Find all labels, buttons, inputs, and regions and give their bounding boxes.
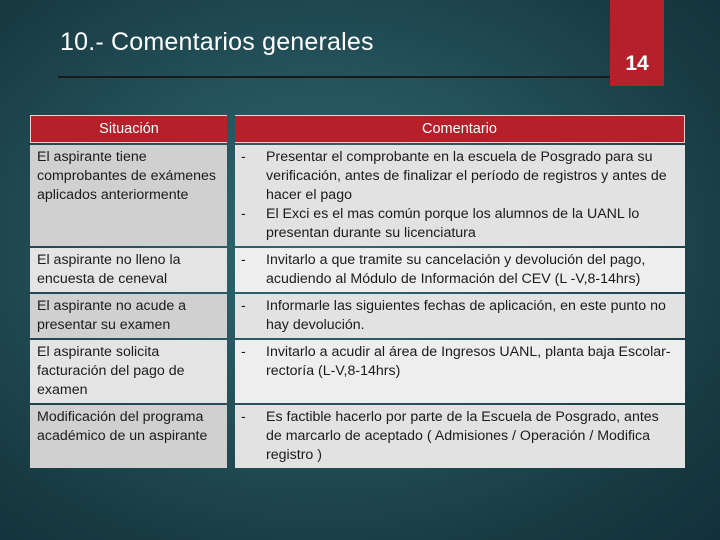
comment-cell xyxy=(235,248,685,292)
table-row xyxy=(30,145,685,246)
comment-bullet xyxy=(241,251,677,289)
dash-marker: - xyxy=(241,206,246,222)
header-situation: Situación xyxy=(30,115,227,143)
table-row xyxy=(30,340,685,403)
comment-bullet xyxy=(241,343,677,381)
comment-text: Informarle las siguientes fechas de aplicación, en este punto no hay devolución. xyxy=(266,298,666,333)
situation-cell: El aspirante solicita facturación del pago de examen xyxy=(30,340,227,403)
dash-marker: - xyxy=(241,149,246,165)
table-row xyxy=(30,248,685,292)
title-divider xyxy=(58,76,610,78)
table-header-row xyxy=(30,115,685,143)
dash-marker: - xyxy=(241,409,246,425)
situation-cell: El aspirante no lleno la encuesta de ceneval xyxy=(30,248,227,292)
table-row xyxy=(30,405,685,468)
situation-cell: El aspirante tiene comprobantes de exámenes aplicados anteriormente xyxy=(30,145,227,246)
dash-marker: - xyxy=(241,344,246,360)
slide-title: 10.- Comentarios generales xyxy=(60,28,374,56)
comment-bullet xyxy=(241,297,677,335)
comment-text: El Exci es el mas común porque los alumnos de la UANL lo presentan durante su licenciatura xyxy=(266,206,640,241)
page-number: 14 xyxy=(625,52,649,75)
header-comment: Comentario xyxy=(235,115,685,143)
situation-cell: Modificación del programa académico de un aspirante xyxy=(30,405,227,468)
situation-cell: El aspirante no acude a presentar su examen xyxy=(30,294,227,338)
comment-cell xyxy=(235,145,685,246)
comment-text: Presentar el comprobante en la escuela de Posgrado para su verificación, antes de finalizar el período de registros y antes de hacer el pago xyxy=(266,149,667,203)
page-number-badge xyxy=(610,0,664,86)
comment-cell xyxy=(235,405,685,468)
comments-table xyxy=(30,113,685,470)
comment-bullet xyxy=(241,408,677,465)
dash-marker: - xyxy=(241,252,246,268)
comment-cell xyxy=(235,294,685,338)
comment-text: Invitarlo a acudir al área de Ingresos UANL, planta baja Escolar-rectoría (L-V,8-14hrs) xyxy=(266,344,671,379)
comment-text: Invitarlo a que tramite su cancelación y devolución del pago, acudiendo al Módulo de Información del CEV (L -V,8-14hrs) xyxy=(266,252,646,287)
dash-marker: - xyxy=(241,298,246,314)
comment-bullet xyxy=(241,148,677,205)
table-row xyxy=(30,294,685,338)
comment-cell xyxy=(235,340,685,403)
comment-bullet xyxy=(241,205,677,243)
comment-text: Es factible hacerlo por parte de la Escuela de Posgrado, antes de marcarlo de aceptado ( Admisiones / Operación / Modifica registro ) xyxy=(266,409,659,463)
